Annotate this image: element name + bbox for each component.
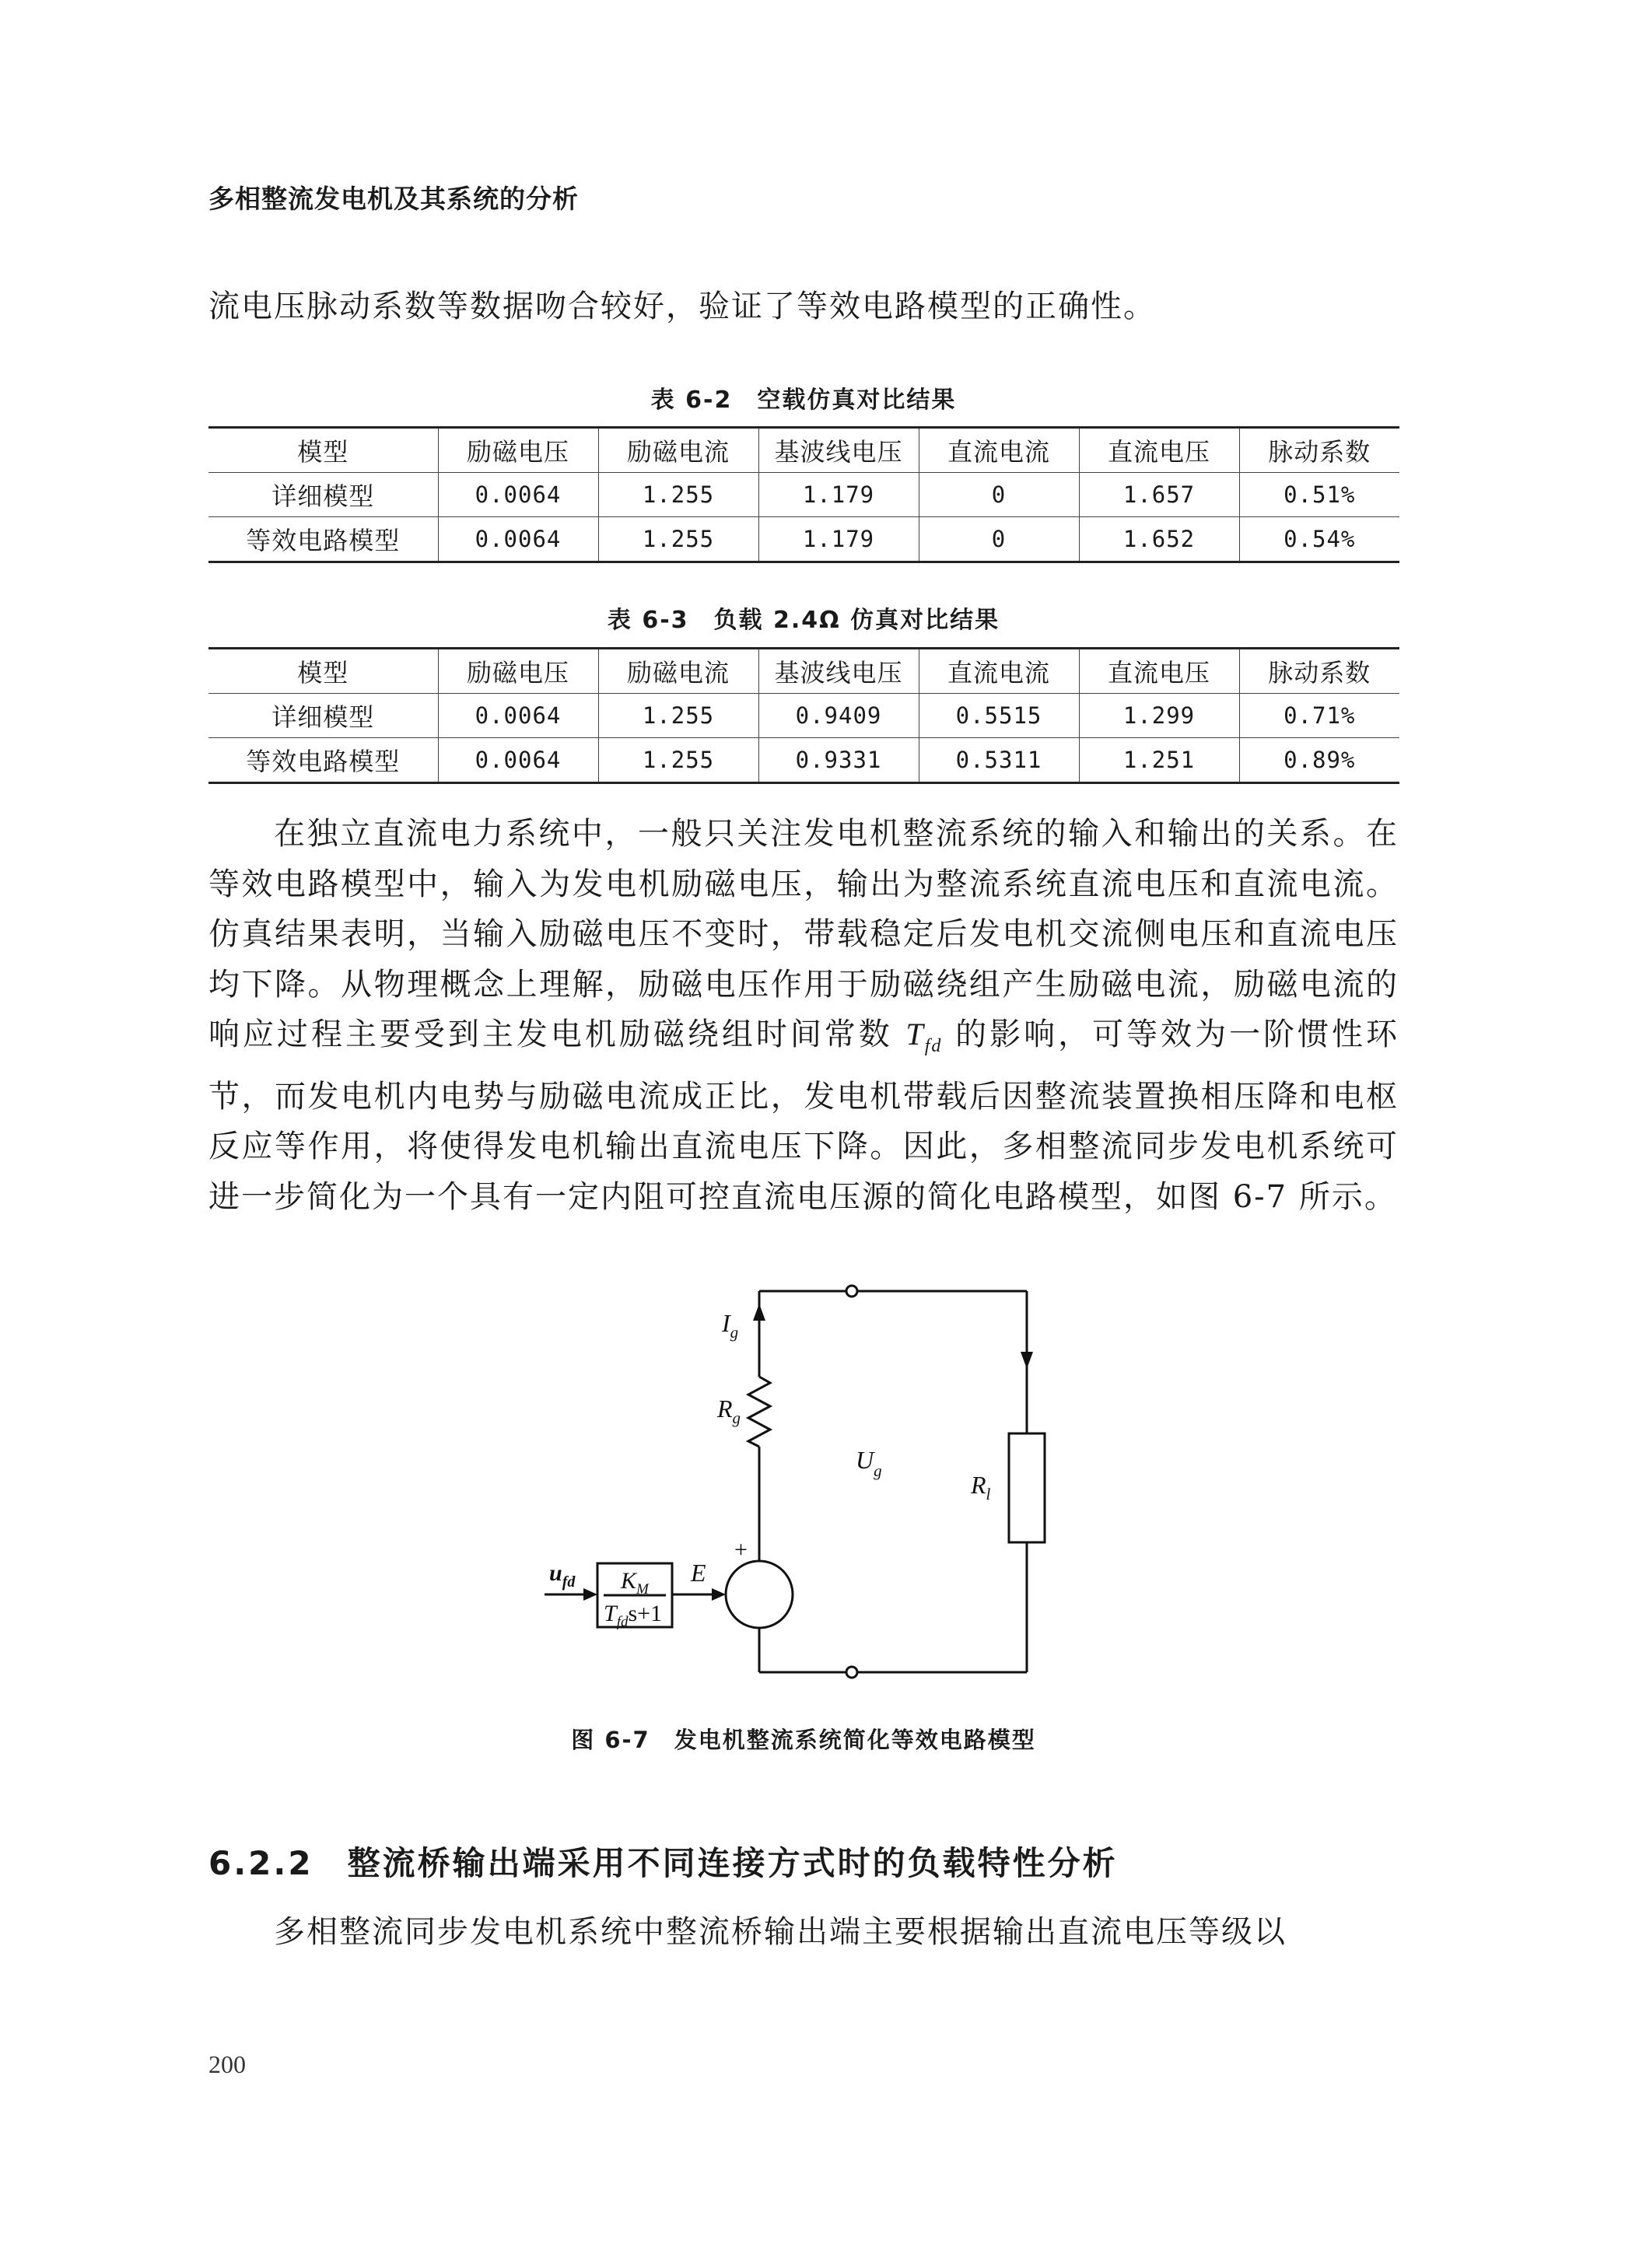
body-text-before-symbol: 在独立直流电力系统中，一般只关注发电机整流系统的输入和输出的关系。在等效电路模型中，输入为发电机励磁电压，输出为整流系统直流电压和直流电流。仿真结果表明，当输入励磁电压不变时，带载稳定后发电机交流侧电压和直流电压均下降。从物理概念上理解，励磁电压作用于励磁绕组产生励磁电流，励磁电流的响应过程主要受到主发电机励磁绕组时间常数 — [208, 816, 1399, 1052]
cell-value: 0 — [919, 517, 1079, 562]
table-6-2-caption: 表 6-2 空载仿真对比结果 — [650, 387, 957, 414]
cell-model: 等效电路模型 — [208, 517, 438, 562]
cell-model: 等效电路模型 — [208, 738, 438, 783]
cell-value: 1.299 — [1079, 694, 1239, 738]
arrow-down-icon — [1021, 1352, 1033, 1369]
cell-value: 0.0064 — [438, 473, 598, 517]
table-row — [208, 473, 1399, 517]
label-ufd: $u_{fd}$ — [549, 1560, 576, 1591]
running-header: 多相整流发电机及其系统的分析 — [208, 184, 579, 214]
label-rg: $R_g$ — [717, 1395, 741, 1427]
section-heading — [208, 1838, 1118, 1885]
cell-value: 1.652 — [1079, 517, 1239, 562]
cell-value: 1.251 — [1079, 738, 1239, 783]
header-excitation-current: 励磁电流 — [598, 428, 758, 473]
label-plus: + — [734, 1537, 748, 1563]
label-ig: $I_g$ — [722, 1309, 739, 1342]
header-ripple-factor: 脉动系数 — [1268, 658, 1371, 688]
header-dc-voltage: 直流电压 — [1079, 649, 1239, 694]
paragraph-section-intro: 多相整流同步发电机系统中整流桥输出端主要根据输出直流电压等级以 — [274, 1914, 1287, 1950]
cell-value: 1.179 — [758, 473, 919, 517]
cell-value: 1.255 — [598, 694, 758, 738]
cell-value: 1.255 — [598, 738, 758, 783]
cell-model: 详细模型 — [208, 694, 438, 738]
cell-value: 0.0064 — [438, 517, 598, 562]
cell-value: 0.89% — [1284, 747, 1356, 773]
cell-value: 0.5515 — [919, 694, 1079, 738]
table-6-3 — [208, 647, 1399, 784]
table-header-row — [208, 428, 1399, 473]
table-row — [208, 517, 1399, 562]
cell-value: 0.0064 — [438, 694, 598, 738]
header-model: 模型 — [208, 428, 438, 473]
header-model: 模型 — [208, 649, 438, 694]
header-excitation-current: 励磁电流 — [598, 649, 758, 694]
paragraph-body — [208, 809, 1399, 1222]
table-row — [208, 694, 1399, 738]
cell-value: 1.255 — [598, 473, 758, 517]
label-e: E — [691, 1559, 706, 1587]
cell-value: 0.0064 — [438, 738, 598, 783]
cell-value: 0.71% — [1284, 702, 1356, 729]
symbol-tfd: $T_{fd}$ — [905, 1017, 943, 1056]
table-row — [208, 738, 1399, 783]
table-header-row — [208, 649, 1399, 694]
cell-value: 0.9409 — [758, 694, 919, 738]
header-ripple-factor: 脉动系数 — [1268, 437, 1371, 467]
cell-value: 0.9331 — [758, 738, 919, 783]
cell-value: 1.179 — [758, 517, 919, 562]
voltage-source — [726, 1561, 793, 1628]
page-number: 200 — [208, 2050, 246, 2078]
section-title: 整流桥输出端采用不同连接方式时的负载特性分析 — [347, 1844, 1118, 1882]
section-number: 6.2.2 — [208, 1844, 313, 1882]
arrow-up-icon — [753, 1304, 765, 1321]
label-rl: $R_l$ — [971, 1471, 991, 1503]
arrow-right-icon — [583, 1588, 597, 1601]
cell-value: 0.5311 — [919, 738, 1079, 783]
paragraph-continuation: 流电压脉动系数等数据吻合较好，验证了等效电路模型的正确性。 — [208, 289, 1156, 324]
cell-value: 1.255 — [598, 517, 758, 562]
table-6-2 — [208, 426, 1399, 563]
header-dc-voltage: 直流电压 — [1079, 428, 1239, 473]
resistor-rl — [1009, 1433, 1045, 1542]
figure-6-7-circuit — [545, 1283, 1073, 1711]
header-excitation-voltage: 励磁电压 — [438, 428, 598, 473]
table-6-3-caption: 表 6-3 负载 2.4Ω 仿真对比结果 — [607, 607, 1000, 634]
label-km: $K_M$ — [621, 1568, 649, 1598]
terminal-top — [846, 1286, 857, 1297]
header-excitation-voltage: 励磁电压 — [438, 649, 598, 694]
label-ug: $U_g$ — [856, 1446, 882, 1480]
header-dc-current: 直流电流 — [919, 428, 1079, 473]
resistor-rg — [748, 1377, 770, 1447]
cell-value: 0.51% — [1284, 481, 1356, 508]
cell-model: 详细模型 — [208, 473, 438, 517]
cell-value: 1.657 — [1079, 473, 1239, 517]
label-tfd-s-plus-1: $T_{fd}s+1$ — [604, 1601, 663, 1630]
body-text-after-symbol: 的影响，可等效为一阶惯性环节，而发电机内电势与励磁电流成正比，发电机带载后因整流装置换相压降和电枢反应等作用，将使得发电机输出直流电压下降。因此，多相整流同步发电机系统可进一步简化为一个具有一定内阻可控直流电压源的简化电路模型，如图 6-7 所示。 — [208, 1017, 1399, 1215]
header-fundamental-line-voltage: 基波线电压 — [758, 428, 919, 473]
cell-value: 0.54% — [1284, 526, 1356, 552]
figure-6-7-caption: 图 6-7 发电机整流系统简化等效电路模型 — [571, 1727, 1036, 1753]
header-fundamental-line-voltage: 基波线电压 — [758, 649, 919, 694]
header-dc-current: 直流电流 — [919, 649, 1079, 694]
cell-value: 0 — [919, 473, 1079, 517]
arrow-right-icon — [712, 1588, 726, 1601]
terminal-bottom — [846, 1667, 857, 1678]
